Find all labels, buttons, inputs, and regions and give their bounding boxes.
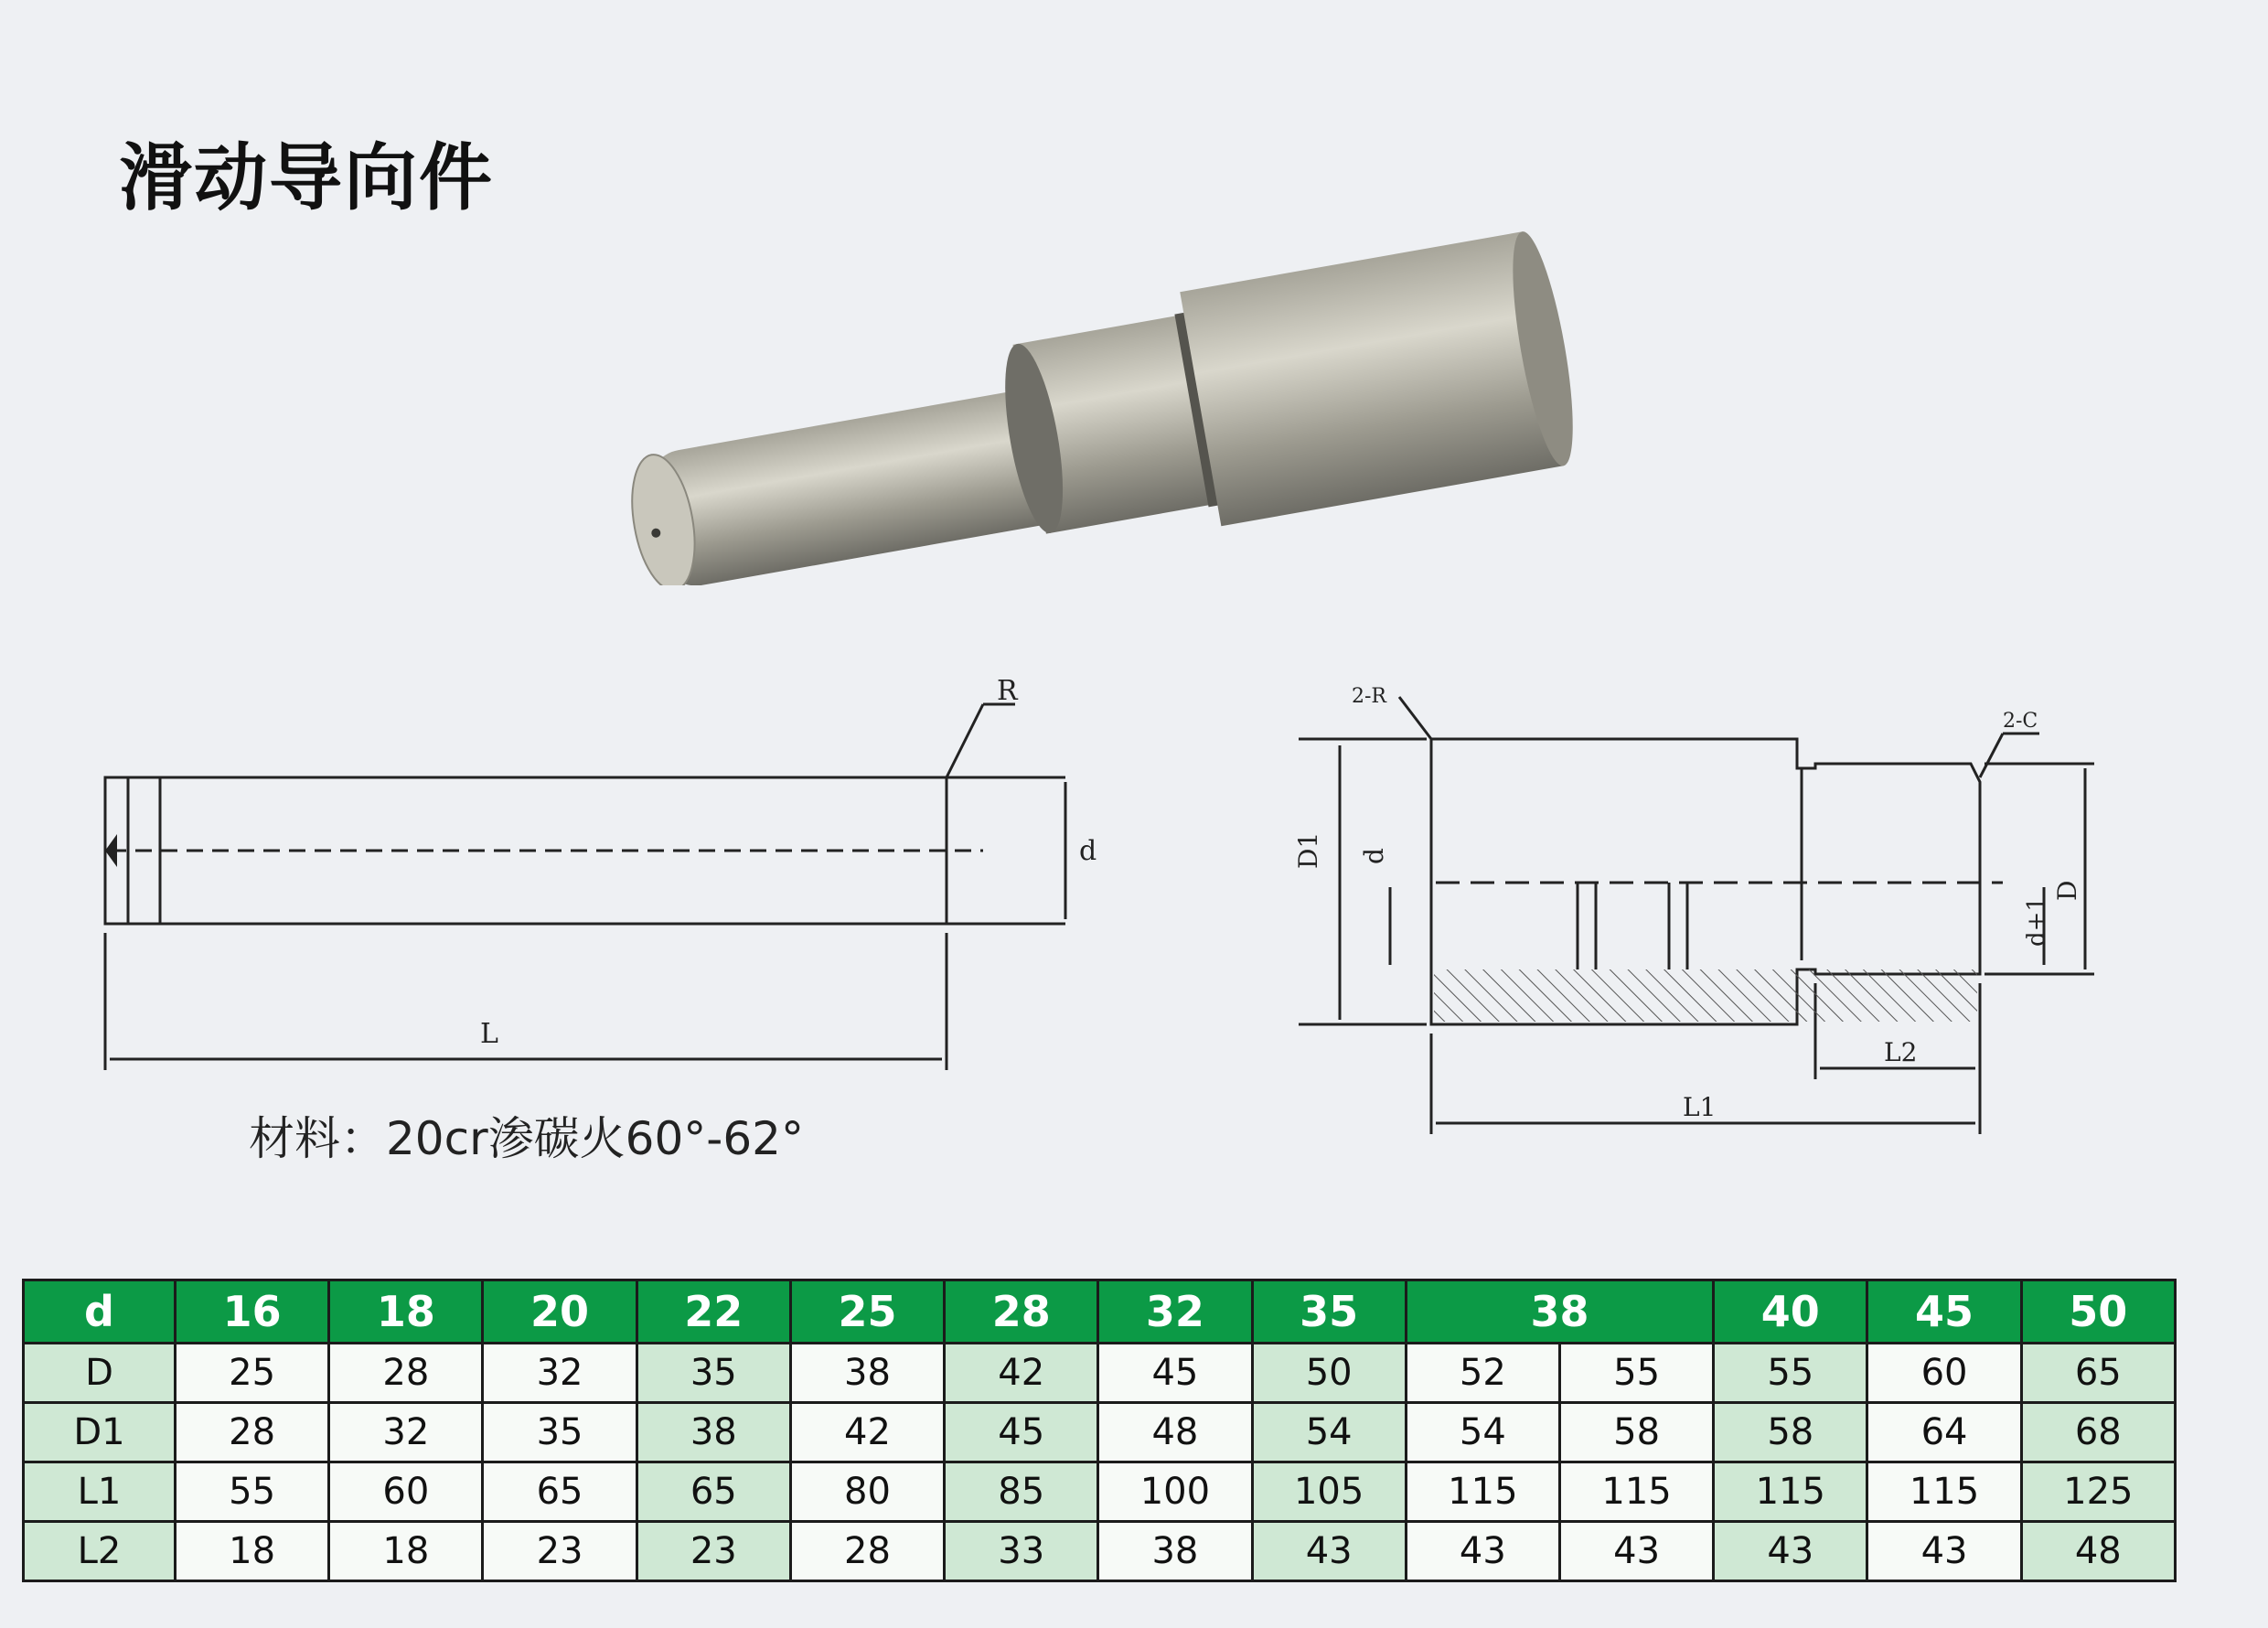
table-cell: 32 bbox=[329, 1403, 483, 1462]
table-cell: 115 bbox=[1714, 1462, 1867, 1522]
table-cell: 38 bbox=[637, 1403, 790, 1462]
l1-label: L1 bbox=[1683, 1092, 1717, 1122]
table-cell: 55 bbox=[1559, 1344, 1713, 1403]
table-cell: 115 bbox=[1406, 1462, 1559, 1522]
table-cell: 25 bbox=[176, 1344, 329, 1403]
table-header-row bbox=[24, 1280, 2176, 1344]
table-cell: 55 bbox=[1714, 1344, 1867, 1403]
header-cell: 22 bbox=[637, 1280, 790, 1344]
radius-label: 2-R bbox=[1352, 685, 1386, 708]
row-label: L2 bbox=[24, 1522, 176, 1581]
table-cell: 35 bbox=[483, 1403, 637, 1462]
l2-label: L2 bbox=[1884, 1037, 1918, 1067]
table-cell: 43 bbox=[1559, 1522, 1713, 1581]
table-cell: 48 bbox=[2021, 1522, 2175, 1581]
table-row bbox=[24, 1522, 2176, 1581]
table-cell: 33 bbox=[945, 1522, 1098, 1581]
table-cell: 28 bbox=[329, 1344, 483, 1403]
table-cell: 42 bbox=[790, 1403, 944, 1462]
table-cell: 58 bbox=[1559, 1403, 1713, 1462]
outer-diameter-label: D bbox=[2052, 880, 2082, 901]
page-title: 滑动导向件 bbox=[119, 135, 494, 220]
spec-table bbox=[22, 1279, 2177, 1582]
header-cell: 20 bbox=[483, 1280, 637, 1344]
row-label: D1 bbox=[24, 1403, 176, 1462]
table-cell: 54 bbox=[1252, 1403, 1406, 1462]
table-cell: 42 bbox=[945, 1344, 1098, 1403]
guide-bush-drawing bbox=[1280, 677, 2122, 1152]
table-cell: 68 bbox=[2021, 1403, 2175, 1462]
header-cell: 45 bbox=[1867, 1280, 2021, 1344]
length-label: L bbox=[480, 1018, 498, 1050]
table-cell: 80 bbox=[790, 1462, 944, 1522]
row-label: L1 bbox=[24, 1462, 176, 1522]
row-label: D bbox=[24, 1344, 176, 1403]
table-cell: 45 bbox=[1098, 1344, 1252, 1403]
table-cell: 58 bbox=[1714, 1403, 1867, 1462]
header-cell: 25 bbox=[790, 1280, 944, 1344]
table-row bbox=[24, 1344, 2176, 1403]
table-cell: 32 bbox=[483, 1344, 637, 1403]
table-cell: 65 bbox=[483, 1462, 637, 1522]
d-label: d bbox=[1359, 848, 1389, 864]
table-cell: 45 bbox=[945, 1403, 1098, 1462]
table-cell: 23 bbox=[483, 1522, 637, 1581]
table-cell: 28 bbox=[176, 1403, 329, 1462]
table-cell: 115 bbox=[1867, 1462, 2021, 1522]
table-cell: 43 bbox=[1867, 1522, 2021, 1581]
header-cell: 38 bbox=[1406, 1280, 1713, 1344]
table-cell: 18 bbox=[329, 1522, 483, 1581]
table-cell: 65 bbox=[2021, 1344, 2175, 1403]
header-cell: 28 bbox=[945, 1280, 1098, 1344]
table-cell: 60 bbox=[329, 1462, 483, 1522]
table-row bbox=[24, 1462, 2176, 1522]
table-cell: 115 bbox=[1559, 1462, 1713, 1522]
table-cell: 43 bbox=[1714, 1522, 1867, 1581]
table-cell: 125 bbox=[2021, 1462, 2175, 1522]
guide-pin-drawing bbox=[91, 677, 1097, 1079]
table-cell: 55 bbox=[176, 1462, 329, 1522]
table-cell: 18 bbox=[176, 1522, 329, 1581]
header-cell: 32 bbox=[1098, 1280, 1252, 1344]
table-cell: 48 bbox=[1098, 1403, 1252, 1462]
header-cell: 40 bbox=[1714, 1280, 1867, 1344]
table-cell: 38 bbox=[1098, 1522, 1252, 1581]
header-cell: 35 bbox=[1252, 1280, 1406, 1344]
table-cell: 64 bbox=[1867, 1403, 2021, 1462]
material-note: 材料：20cr渗碳火60°-62° bbox=[249, 1112, 804, 1165]
diameter-label: d bbox=[1079, 835, 1097, 867]
table-row bbox=[24, 1403, 2176, 1462]
table-cell: 85 bbox=[945, 1462, 1098, 1522]
header-label: d bbox=[24, 1280, 176, 1344]
table-cell: 105 bbox=[1252, 1462, 1406, 1522]
table-cell: 100 bbox=[1098, 1462, 1252, 1522]
product-photo bbox=[604, 220, 1610, 585]
d-plus-label: d+1 bbox=[2023, 896, 2050, 947]
table-cell: 43 bbox=[1252, 1522, 1406, 1581]
table-cell: 35 bbox=[637, 1344, 790, 1403]
table-cell: 50 bbox=[1252, 1344, 1406, 1403]
table-cell: 38 bbox=[790, 1344, 944, 1403]
table-cell: 52 bbox=[1406, 1344, 1559, 1403]
table-cell: 54 bbox=[1406, 1403, 1559, 1462]
table-cell: 65 bbox=[637, 1462, 790, 1522]
table-cell: 28 bbox=[790, 1522, 944, 1581]
d1-label: D1 bbox=[1293, 831, 1323, 869]
header-cell: 16 bbox=[176, 1280, 329, 1344]
header-cell: 18 bbox=[329, 1280, 483, 1344]
chamfer-label: 2-C bbox=[2003, 710, 2038, 733]
table-cell: 60 bbox=[1867, 1344, 2021, 1403]
header-cell: 50 bbox=[2021, 1280, 2175, 1344]
radius-label: R bbox=[997, 677, 1018, 707]
table-cell: 43 bbox=[1406, 1522, 1559, 1581]
table-cell: 23 bbox=[637, 1522, 790, 1581]
